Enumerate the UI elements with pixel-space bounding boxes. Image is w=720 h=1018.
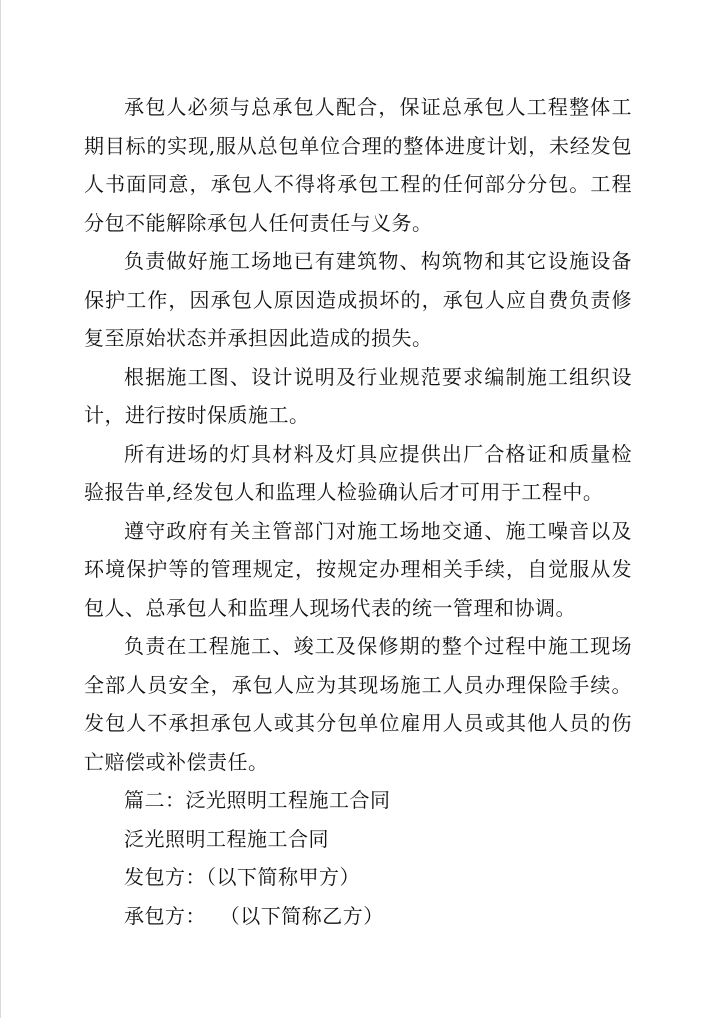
paragraph-6: 负责在工程施工、竣工及保修期的整个过程中施工现场全部人员安全，承包人应为其现场施工人员办理保险手续。发包人不承担承包人或其分包单位雇用人员或其他人员的伤亡赔偿或补偿责任。 (84, 634, 632, 774)
paragraph-5: 遵守政府有关主管部门对施工场地交通、施工噪音以及环境保护等的管理规定，按规定办理相关手续，自觉服从发包人、总承包人和监理人现场代表的统一管理和协调。 (84, 518, 632, 620)
page-left-border (0, 0, 1, 1018)
section-heading: 篇二：泛光照明工程施工合同 (124, 788, 391, 812)
paragraph-3: 根据施工图、设计说明及行业规范要求编制施工组织设计，进行按时保质施工。 (84, 364, 632, 427)
contract-title: 泛光照明工程施工合同 (124, 826, 329, 851)
paragraph-1: 承包人必须与总承包人配合，保证总承包人工程整体工期目标的实现,服从总包单位合理的整体进度计划，未经发包人书面同意，承包人不得将承包工程的任何部分分包。工程分包不能解除承包人任何责任与义务。 (84, 95, 632, 235)
party-a-line: 发包方：（以下简称甲方） (124, 865, 360, 889)
paragraph-2: 负责做好施工场地已有建筑物、构筑物和其它设施设备保护工作，因承包人原因造成损坏的，承包人应自费负责修复至原始状态并承担因此造成的损失。 (84, 249, 632, 350)
document-body (84, 88, 632, 935)
paragraph-4: 所有进场的灯具材料及灯具应提供出厂合格证和质量检验报告单,经发包人和监理人检验确认后才可用于工程中。 (84, 441, 632, 504)
party-b-line: 承包方： （以下简称乙方） (124, 903, 384, 928)
